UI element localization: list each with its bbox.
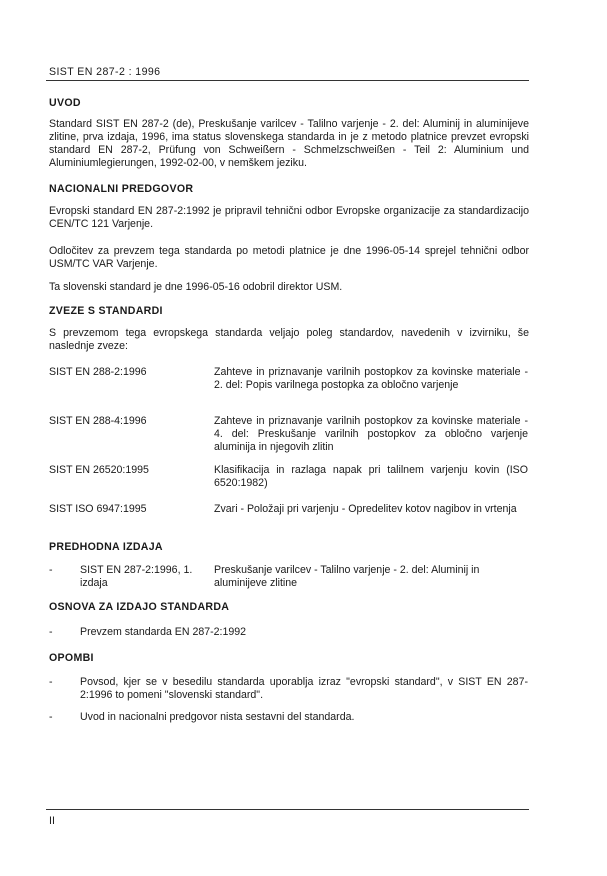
opomba-text: Uvod in nacionalni predgovor nista sestavni del standarda. <box>80 711 355 723</box>
heading-osnova-za-izdajo: OSNOVA ZA IZDAJO STANDARDA <box>49 601 230 613</box>
standard-description: Zahteve in priznavanje varilnih postopkov za kovinske materiale - 4. del: Preskušanje varilnih postopkov za obločno varjenje aluminija in njegovih zlitin <box>214 415 528 453</box>
heading-opombi: OPOMBI <box>49 652 94 664</box>
standard-code: SIST ISO 6947:1995 <box>49 503 147 515</box>
standard-code: SIST EN 26520:1995 <box>49 464 149 476</box>
standard-description: Klasifikacija in razlaga napak pri talilnem varjenju kovin (ISO 6520:1982) <box>214 464 528 489</box>
predgovor-paragraph-3: Ta slovenski standard je dne 1996-05-16 odobril direktor USM. <box>49 281 343 293</box>
running-header: SIST EN 287-2 : 1996 <box>49 66 161 78</box>
list-dash: - <box>49 564 53 576</box>
standard-description: Zahteve in priznavanje varilnih postopkov za kovinske materiale - 2. del: Popis varilnega postopka za obločno varjenje <box>214 366 528 391</box>
list-dash: - <box>49 676 53 688</box>
heading-uvod: UVOD <box>49 97 81 109</box>
list-dash: - <box>49 626 53 638</box>
standard-code: SIST EN 288-4:1996 <box>49 415 147 427</box>
zveze-intro: S prevzemom tega evropskega standarda veljajo poleg standardov, navedenih v izvirniku, še naslednje zveze: <box>49 327 529 352</box>
predgovor-paragraph-1: Evropski standard EN 287-2:1992 je pripravil tehnični odbor Evropske organizacije za standardizacijo CEN/TC 121 Varjenje. <box>49 205 529 230</box>
header-rule <box>46 80 529 81</box>
standard-code: SIST EN 288-2:1996 <box>49 366 147 378</box>
heading-zveze-s-standardi: ZVEZE S STANDARDI <box>49 305 163 317</box>
previous-edition-description: Preskušanje varilcev - Talilno varjenje - 2. del: Aluminij in aluminijeve zlitine <box>214 564 480 589</box>
osnova-text: Prevzem standarda EN 287-2:1992 <box>80 626 247 638</box>
heading-predhodna-izdaja: PREDHODNA IZDAJA <box>49 541 163 553</box>
list-dash: - <box>49 711 53 723</box>
opomba-text: Povsod, kjer se v besedilu standarda uporablja izraz "evropski standard", v SIST EN 287-2:1996 to pomeni "slovenski standard". <box>80 676 528 701</box>
page-number: II <box>49 815 55 827</box>
heading-nacionalni-predgovor: NACIONALNI PREDGOVOR <box>49 183 194 195</box>
standard-description: Zvari - Položaji pri varjenju - Opredelitev kotov nagibov in vrtenja <box>214 503 517 515</box>
previous-edition-code: SIST EN 287-2:1996, 1. izdaja <box>80 564 193 589</box>
uvod-paragraph: Standard SIST EN 287-2 (de), Preskušanje varilcev - Talilno varjenje - 2. del: Aluminij in aluminijeve zlitine, prva izdaja, 1996, ima status slovenskega standarda in je z metodo platnice prevzet evropski standard EN 287-2, Prüfung von Schweißern - Schmelzschweißen - Teil 2: Aluminium und Aluminiumlegierungen, 1992-02-00, v nemškem jeziku. <box>49 118 529 169</box>
predgovor-paragraph-2: Odločitev za prevzem tega standarda po metodi platnice je dne 1996-05-14 sprejel tehnični odbor USM/TC VAR Varjenje. <box>49 245 529 270</box>
footer-rule <box>46 809 529 810</box>
